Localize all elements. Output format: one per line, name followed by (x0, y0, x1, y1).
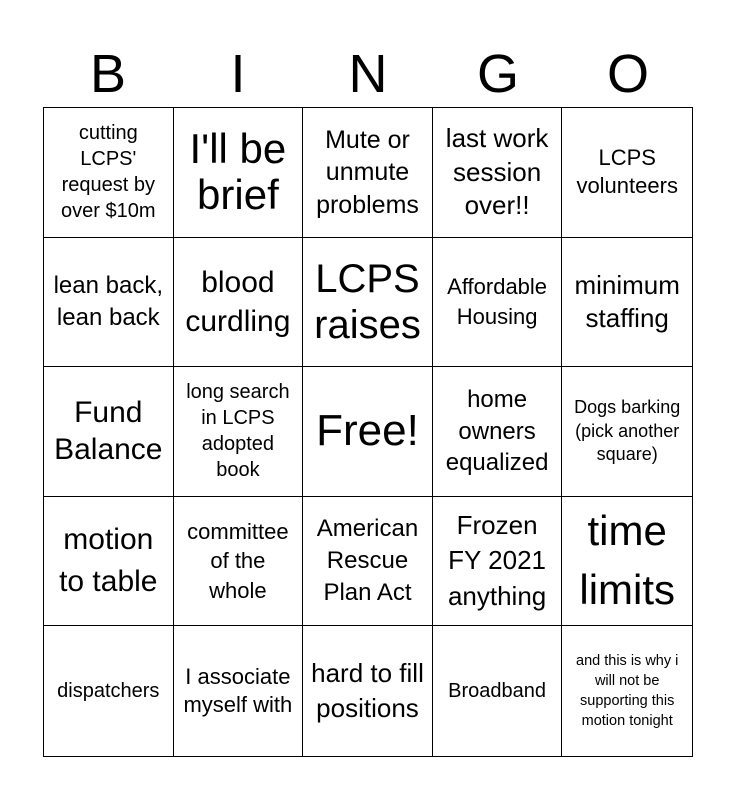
bingo-cell[interactable]: last work session over!! (433, 108, 563, 238)
bingo-cell[interactable]: Fund Balance (44, 367, 174, 497)
bingo-cell[interactable]: I associate myself with (174, 626, 304, 756)
bingo-cell[interactable]: hard to fill positions (303, 626, 433, 756)
bingo-header (43, 40, 693, 108)
bingo-cell[interactable]: motion to table (44, 497, 174, 627)
header-letter-o: O (606, 44, 649, 104)
header-letter-i: I (230, 44, 246, 104)
bingo-cell[interactable]: lean back, lean back (44, 238, 174, 368)
bingo-cell[interactable]: and this is why i will not be supporting this motion tonight (576, 652, 679, 730)
bingo-cell[interactable]: American Rescue Plan Act (303, 497, 433, 627)
bingo-cell[interactable]: Free! (303, 367, 433, 497)
bingo-cell[interactable]: long search in LCPS adopted book (174, 367, 304, 497)
bingo-cell[interactable]: time limits (562, 497, 692, 627)
bingo-cell[interactable]: minimum staffing (562, 238, 692, 368)
bingo-cell[interactable]: Mute or unmute problems (303, 108, 433, 238)
bingo-cell[interactable]: LCPS raises (303, 238, 433, 368)
header-letter-n: N (348, 44, 388, 104)
bingo-cell[interactable]: Dogs barking (pick another square) (562, 367, 692, 497)
header-letter-g: G (476, 44, 519, 104)
bingo-cell[interactable]: committee of the whole (174, 497, 304, 627)
bingo-cell[interactable]: cutting LCPS' request by over $10m (44, 108, 174, 238)
bingo-cell[interactable]: LCPS volunteers (562, 108, 692, 238)
bingo-cell[interactable]: dispatchers (44, 626, 174, 756)
header-letter-b: B (89, 44, 127, 104)
bingo-board (43, 107, 693, 757)
bingo-cell[interactable]: I'll be brief (174, 108, 304, 238)
bingo-cell[interactable]: blood curdling (174, 238, 304, 368)
bingo-cell[interactable]: Broadband (433, 626, 563, 756)
bingo-cell[interactable]: Frozen FY 2021 anything (433, 497, 563, 627)
bingo-cell[interactable]: home owners equalized (433, 367, 563, 497)
bingo-cell[interactable]: Affordable Housing (433, 238, 563, 368)
